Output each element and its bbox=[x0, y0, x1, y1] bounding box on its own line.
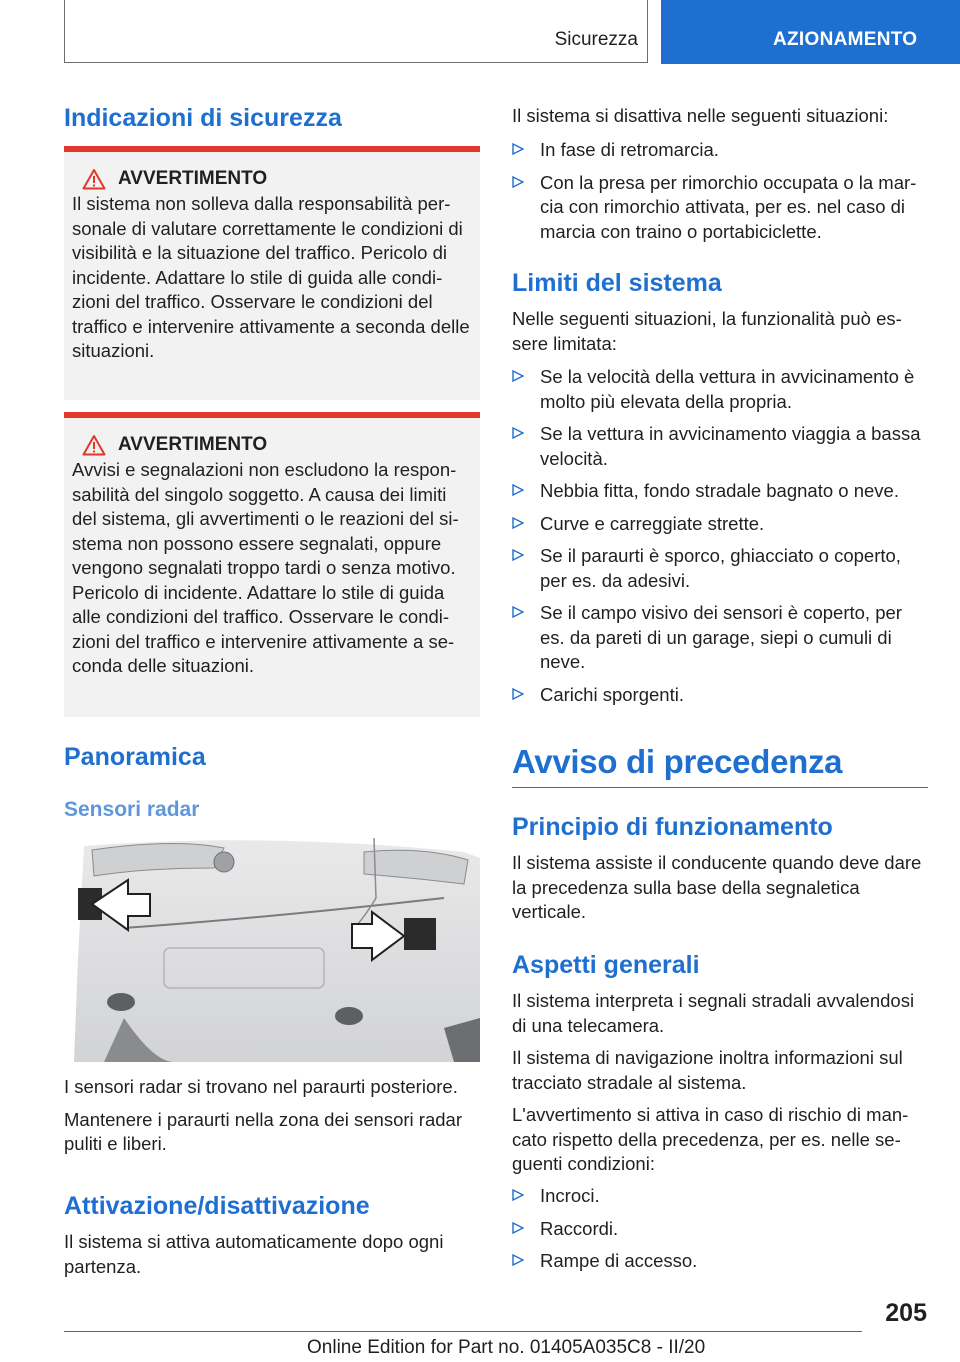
radar-paragraph-1: I sensori radar si trovano nel paraurti posteriore. bbox=[64, 1076, 458, 1097]
list-item: Rampe di accesso. bbox=[512, 1249, 928, 1274]
priority-warning-title: Avviso di precedenza bbox=[512, 743, 843, 780]
bullet-triangle-icon bbox=[512, 516, 524, 530]
list-item: Incroci. bbox=[512, 1184, 928, 1209]
car-rear-illustration bbox=[64, 838, 480, 1062]
list-item: Se il campo visivo dei sensori è coperto, per es. da pareti di un garage, siepi o cumuli di neve. bbox=[512, 601, 928, 675]
general-list bbox=[512, 1184, 928, 1282]
header-tab-label: AZIONAMENTO bbox=[773, 29, 918, 50]
list-item: Se la velocità della vettura in avvicinamento è molto più elevata della propria. bbox=[512, 365, 928, 414]
radar-paragraph-2: Mantenere i paraurti nella zona dei sensori radar puliti e liberi. bbox=[64, 1108, 462, 1154]
general-paragraph-2: Il sistema di navigazione inoltra informazioni sul tracciato stradale al sistema. bbox=[512, 1047, 903, 1093]
warning-label: AVVERTIMENTO bbox=[118, 434, 268, 455]
bullet-triangle-icon bbox=[512, 369, 524, 383]
general-paragraph-3: L'avvertimento si attiva in caso di rischio di mancato rispetto della precedenza, per es. nelle seguenti condizioni: bbox=[512, 1104, 909, 1174]
deactivation-list bbox=[512, 138, 928, 252]
title-rule bbox=[512, 787, 928, 788]
deactivation-intro: Il sistema si disattiva nelle seguenti situazioni: bbox=[512, 105, 889, 126]
page-number: 205 bbox=[885, 1299, 927, 1327]
bullet-triangle-icon bbox=[512, 1253, 524, 1267]
edition-note: Online Edition for Part no. 01405A035C8 - II/20 bbox=[307, 1337, 706, 1358]
general-paragraph-1: Il sistema interpreta i segnali stradali avvalendosi di una telecamera. bbox=[512, 990, 915, 1036]
list-item: Curve e carreggiate strette. bbox=[512, 512, 928, 537]
warning-header bbox=[72, 434, 472, 456]
bullet-triangle-icon bbox=[512, 1221, 524, 1235]
limits-list bbox=[512, 365, 928, 715]
limits-intro: Nelle seguenti situazioni, la funzionalità può essere limitata: bbox=[512, 308, 902, 354]
general-title: Aspetti generali bbox=[512, 951, 700, 979]
general-text bbox=[512, 989, 928, 1177]
bullet-triangle-icon bbox=[512, 142, 524, 156]
activation-title: Attivazione/disattivazione bbox=[64, 1192, 370, 1220]
header-tab-active[interactable] bbox=[661, 0, 960, 64]
bullet-triangle-icon bbox=[512, 605, 524, 619]
warning-text: Avvisi e segnalazioni non escludono la responsabilità del singolo soggetto. A causa dei limiti del sistema, gli avvertimenti o le reazioni del sistema non possono essere segnalati, oppure vengono segnalati troppo tardi o senza motivo. Pericolo di incidente. Adattare lo stile di guida alle condizioni del traffico. Osservare le condizioni del traffico e intervenire attivamente a seconda delle situazioni. bbox=[72, 459, 459, 676]
header-section-label: Sicurezza bbox=[554, 29, 638, 50]
warning-triangle-icon bbox=[82, 168, 106, 190]
bullet-triangle-icon bbox=[512, 483, 524, 497]
list-item: Se la vettura in avvicinamento viaggia a bassa velocità. bbox=[512, 422, 928, 471]
warning-box-1 bbox=[64, 146, 480, 400]
warning-text: Il sistema non solleva dalla responsabilità personale di valutare correttamente le condizioni di visibilità e la situazione del traffico. Pericolo di incidente. Adattare lo stile di guida alle condizioni del traffico. Osservare le condizioni del traffico e intervenire attivamente a seconda delle situazioni. bbox=[72, 193, 470, 361]
bullet-triangle-icon bbox=[512, 548, 524, 562]
list-item: Raccordi. bbox=[512, 1217, 928, 1242]
bullet-triangle-icon bbox=[512, 175, 524, 189]
bullet-triangle-icon bbox=[512, 426, 524, 440]
activation-paragraph: Il sistema si attiva automaticamente dopo ogni partenza. bbox=[64, 1231, 444, 1277]
safety-title: Indicazioni di sicurezza bbox=[64, 104, 342, 132]
bullet-triangle-icon bbox=[512, 1188, 524, 1202]
warning-box-2 bbox=[64, 412, 480, 717]
overview-title: Panoramica bbox=[64, 743, 206, 771]
limits-title: Limiti del sistema bbox=[512, 269, 722, 297]
warning-label: AVVERTIMENTO bbox=[118, 168, 268, 189]
principle-title: Principio di funzionamento bbox=[512, 813, 833, 841]
warning-triangle-icon bbox=[82, 434, 106, 456]
warning-header bbox=[72, 168, 472, 190]
list-item: Nebbia fitta, fondo stradale bagnato o neve. bbox=[512, 479, 928, 504]
list-item: Carichi sporgenti. bbox=[512, 683, 928, 708]
list-item: Se il paraurti è sporco, ghiacciato o coperto, per es. da adesivi. bbox=[512, 544, 928, 593]
car-rear-drawing bbox=[64, 838, 480, 1062]
radar-sensors-title: Sensori radar bbox=[64, 798, 200, 821]
list-item: Con la presa per rimorchio occupata o la marcia con rimorchio attivata, per es. nel caso di marcia con traino o portabiciclette. bbox=[512, 171, 928, 245]
list-item: In fase di retromarcia. bbox=[512, 138, 928, 163]
radar-text bbox=[64, 1075, 480, 1157]
bullet-triangle-icon bbox=[512, 687, 524, 701]
footer-rule bbox=[64, 1331, 862, 1332]
principle-paragraph: Il sistema assiste il conducente quando deve dare la precedenza sulla base della segnaletica verticale. bbox=[512, 852, 922, 922]
